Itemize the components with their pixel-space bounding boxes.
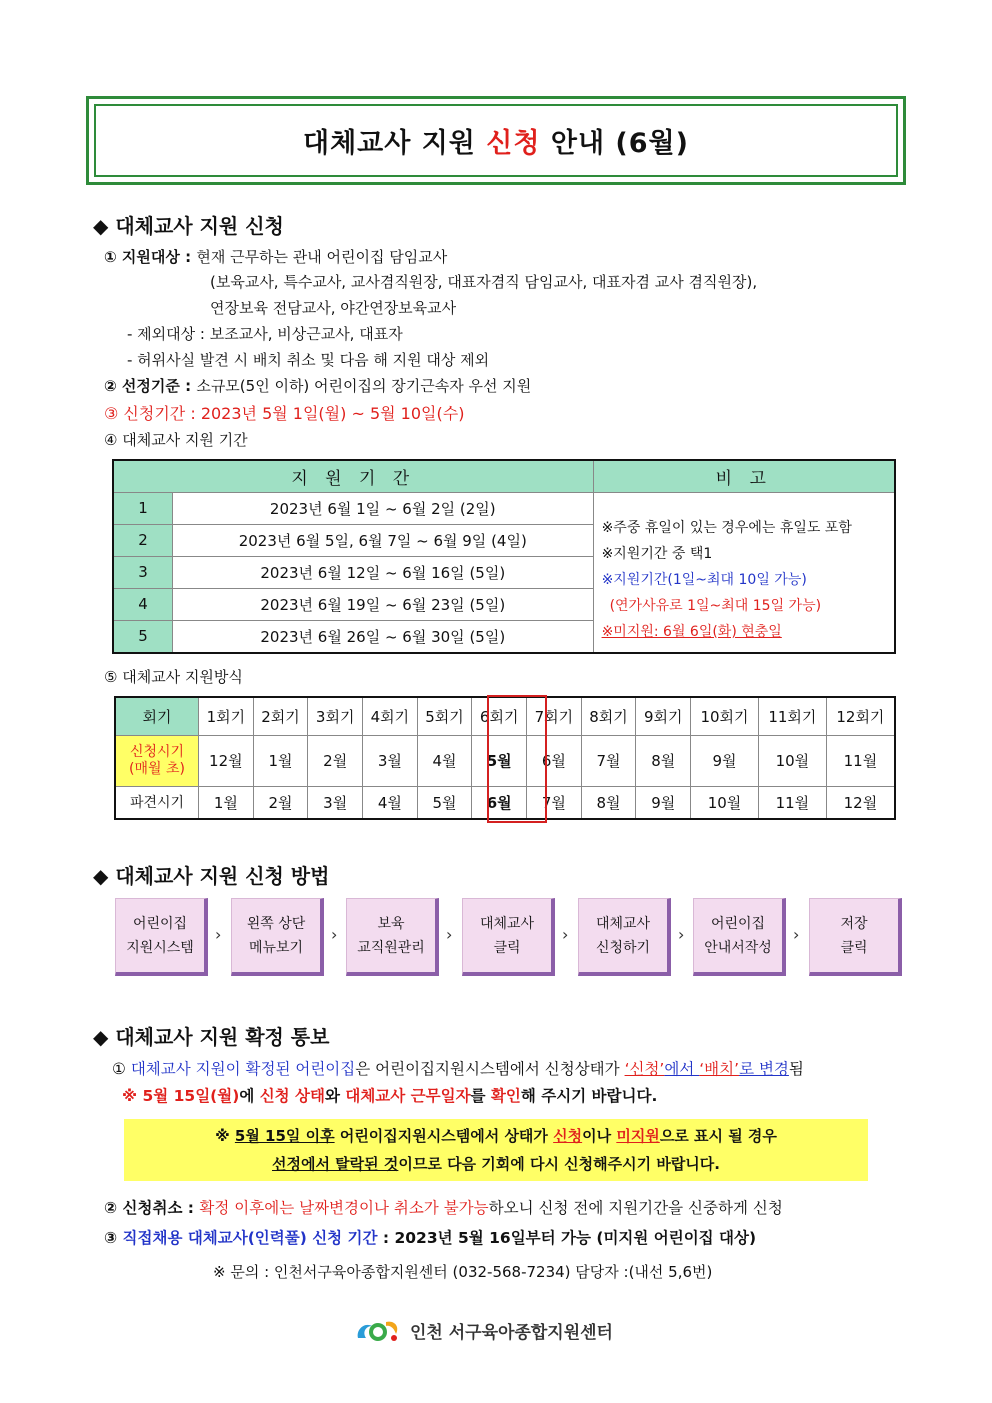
dispatch-time-label: 파견시기 bbox=[115, 786, 199, 819]
criteria-label: ② 선정기준 : bbox=[104, 377, 197, 395]
schedule-apply-month: 5월 bbox=[472, 735, 527, 786]
step-box: 어린이집 지원시스템 bbox=[115, 898, 208, 976]
step-box: 저장 클릭 bbox=[809, 898, 902, 976]
support-period-table bbox=[112, 459, 896, 654]
chevron-right-icon: › bbox=[562, 925, 569, 944]
period-table-header-note: 비 고 bbox=[593, 460, 895, 493]
note-holiday: ※주중 휴일이 있는 경우에는 휴일도 포함 bbox=[601, 520, 852, 536]
step-box: 왼쪽 상단 메뉴보기 bbox=[231, 898, 324, 976]
schedule-round-cell: 5회기 bbox=[417, 697, 472, 735]
period-row-num: 1 bbox=[113, 493, 173, 525]
schedule-dispatch-month: 12월 bbox=[826, 786, 895, 819]
confirm-line2: ※ 5월 15일(월)에 신청 상태와 대체교사 근무일자를 확인해 주시기 바랍니다. bbox=[122, 1087, 658, 1105]
center-logo-icon bbox=[354, 1316, 404, 1344]
target-line1 bbox=[104, 246, 447, 267]
support-period-heading: ④ 대체교사 지원 기간 bbox=[104, 431, 248, 449]
chevron-right-icon: › bbox=[678, 925, 685, 944]
target-text1: 현재 근무하는 관내 어린이집 담임교사 bbox=[196, 248, 448, 266]
step-box: 대체교사 클릭 bbox=[462, 898, 555, 976]
schedule-round-cell: 7회기 bbox=[527, 697, 582, 735]
schedule-dispatch-month: 2월 bbox=[253, 786, 308, 819]
confirm-line1: ① 대체교사 지원이 확정된 어린이집은 어린이집지원시스템에서 신청상태가 ‘신청’에서 ‘배치’로 변경됨 bbox=[112, 1060, 804, 1078]
notice-box bbox=[124, 1119, 868, 1181]
target-line3: 연장보육 전담교사, 야간연장보육교사 bbox=[210, 299, 457, 317]
schedule-apply-month: 8월 bbox=[636, 735, 691, 786]
schedule-apply-month: 6월 bbox=[527, 735, 582, 786]
period-row-range: 2023년 6월 19일 ~ 6월 23일 (5일) bbox=[173, 588, 594, 620]
footer-org-name: 인천 서구육아종합지원센터 bbox=[410, 1322, 613, 1343]
schedule-round-cell: 3회기 bbox=[308, 697, 363, 735]
schedule-round-cell: 10회기 bbox=[691, 697, 759, 735]
method-heading: ⑤ 대체교사 지원방식 bbox=[104, 668, 243, 686]
step-box: 어린이집 안내서작성 bbox=[693, 898, 786, 976]
step-box: 보육 교직원관리 bbox=[346, 898, 439, 976]
apply-period-line: ③ 신청기간 : 2023년 5월 1일(월) ~ 5월 10일(수) bbox=[104, 404, 465, 423]
schedule-dispatch-month: 10월 bbox=[691, 786, 759, 819]
footer-logo bbox=[354, 1316, 613, 1344]
schedule-apply-month: 7월 bbox=[581, 735, 636, 786]
schedule-round-cell: 12회기 bbox=[826, 697, 895, 735]
notice-line1: ※ 5월 15일 이후 어린이집지원시스템에서 상태가 신청이나 미지원으로 표시 될 경우 bbox=[215, 1127, 777, 1145]
schedule-dispatch-month: 1월 bbox=[199, 786, 254, 819]
schedule-round-cell: 11회기 bbox=[758, 697, 826, 735]
period-row-range: 2023년 6월 12일 ~ 6월 16일 (5일) bbox=[173, 556, 594, 588]
note-max-days: ※지원기간(1일~최대 10일 가능) bbox=[601, 572, 807, 588]
schedule-apply-month: 12월 bbox=[199, 735, 254, 786]
period-row-num: 4 bbox=[113, 588, 173, 620]
notice-line2: 선정에서 탈락된 것이므로 다음 기회에 다시 신청해주시기 바랍니다. bbox=[272, 1155, 720, 1173]
title-part1: 대체교사 지원 bbox=[303, 128, 487, 159]
inquiry-line: ※ 문의 : 인천서구육아종합지원센터 (032-568-7234) 담당자 :(내선 5,6번) bbox=[213, 1263, 713, 1281]
period-notes bbox=[593, 493, 895, 654]
schedule-header-label: 회기 bbox=[115, 697, 199, 735]
cancel-line: ② 신청취소 : 확정 이후에는 날짜변경이나 취소가 불가능하오니 신청 전에 지원기간을 신중하게 신청 bbox=[104, 1199, 783, 1217]
schedule-dispatch-month: 6월 bbox=[472, 786, 527, 819]
period-row-num: 3 bbox=[113, 556, 173, 588]
title-box bbox=[86, 96, 906, 185]
schedule-apply-month: 9월 bbox=[691, 735, 759, 786]
period-row-range: 2023년 6월 5일, 6월 7일 ~ 6월 9일 (4일) bbox=[173, 524, 594, 556]
direct-hire-line: ③ 직접채용 대체교사(인력풀) 신청 기간 : 2023년 5월 16일부터 가능 (미지원 어린이집 대상) bbox=[104, 1229, 757, 1247]
excluded-line: - 제외대상 : 보조교사, 비상근교사, 대표자 bbox=[127, 325, 403, 343]
schedule-apply-month: 10월 bbox=[758, 735, 826, 786]
target-line2: (보육교사, 특수교사, 교사겸직원장, 대표자겸직 담임교사, 대표자겸 교사 겸직원장), bbox=[210, 273, 758, 291]
period-row-num: 5 bbox=[113, 620, 173, 653]
page-title bbox=[303, 121, 689, 160]
note-unsupported: ※미지원: 6월 6일(화) 현충일 bbox=[601, 624, 782, 640]
schedule-round-cell: 4회기 bbox=[363, 697, 418, 735]
schedule-round-cell: 2회기 bbox=[253, 697, 308, 735]
chevron-right-icon: › bbox=[793, 925, 800, 944]
title-highlight: 신청 bbox=[486, 128, 541, 159]
schedule-dispatch-month: 3월 bbox=[308, 786, 363, 819]
section-heading-confirm: ◆ 대체교사 지원 확정 통보 bbox=[93, 1025, 330, 1049]
period-table-header-period: 지 원 기 간 bbox=[113, 460, 593, 493]
schedule-round-cell: 1회기 bbox=[199, 697, 254, 735]
period-row-range: 2023년 6월 26일 ~ 6월 30일 (5일) bbox=[173, 620, 594, 653]
schedule-apply-month: 4월 bbox=[417, 735, 472, 786]
schedule-dispatch-month: 8월 bbox=[581, 786, 636, 819]
period-row-range: 2023년 6월 1일 ~ 6월 2일 (2일) bbox=[173, 493, 594, 525]
note-annual-leave: (연가사유로 1일~최대 15일 가능) bbox=[609, 598, 822, 614]
schedule-dispatch-month: 11월 bbox=[758, 786, 826, 819]
false-report-line: - 허위사실 발견 시 배치 취소 및 다음 해 지원 대상 제외 bbox=[127, 351, 490, 369]
title-part2: 안내 (6월) bbox=[540, 128, 689, 159]
current-round-highlight bbox=[487, 695, 547, 823]
schedule-dispatch-month: 5월 bbox=[417, 786, 472, 819]
period-row-num: 2 bbox=[113, 524, 173, 556]
schedule-round-cell: 9회기 bbox=[636, 697, 691, 735]
schedule-dispatch-month: 9월 bbox=[636, 786, 691, 819]
schedule-apply-month: 1월 bbox=[253, 735, 308, 786]
chevron-right-icon: › bbox=[215, 925, 222, 944]
schedule-dispatch-month: 4월 bbox=[363, 786, 418, 819]
schedule-apply-month: 11월 bbox=[826, 735, 895, 786]
schedule-apply-month: 2월 bbox=[308, 735, 363, 786]
criteria-text: 소규모(5인 이하) 어린이집의 장기근속자 우선 지원 bbox=[196, 377, 532, 395]
step-box: 대체교사 신청하기 bbox=[578, 898, 671, 976]
criteria-line bbox=[104, 375, 531, 396]
schedule-round-cell: 6회기 bbox=[472, 697, 527, 735]
schedule-apply-month: 3월 bbox=[363, 735, 418, 786]
schedule-dispatch-month: 7월 bbox=[527, 786, 582, 819]
schedule-round-cell: 8회기 bbox=[581, 697, 636, 735]
chevron-right-icon: › bbox=[446, 925, 453, 944]
note-choose-one: ※지원기간 중 택1 bbox=[601, 546, 713, 562]
section-heading-method: ◆ 대체교사 지원 신청 방법 bbox=[93, 864, 330, 888]
section-heading-apply: ◆ 대체교사 지원 신청 bbox=[93, 214, 284, 238]
apply-time-label: 신청시기 (매월 초) bbox=[115, 735, 199, 786]
target-label: ① 지원대상 : bbox=[104, 248, 197, 266]
chevron-right-icon: › bbox=[331, 925, 338, 944]
